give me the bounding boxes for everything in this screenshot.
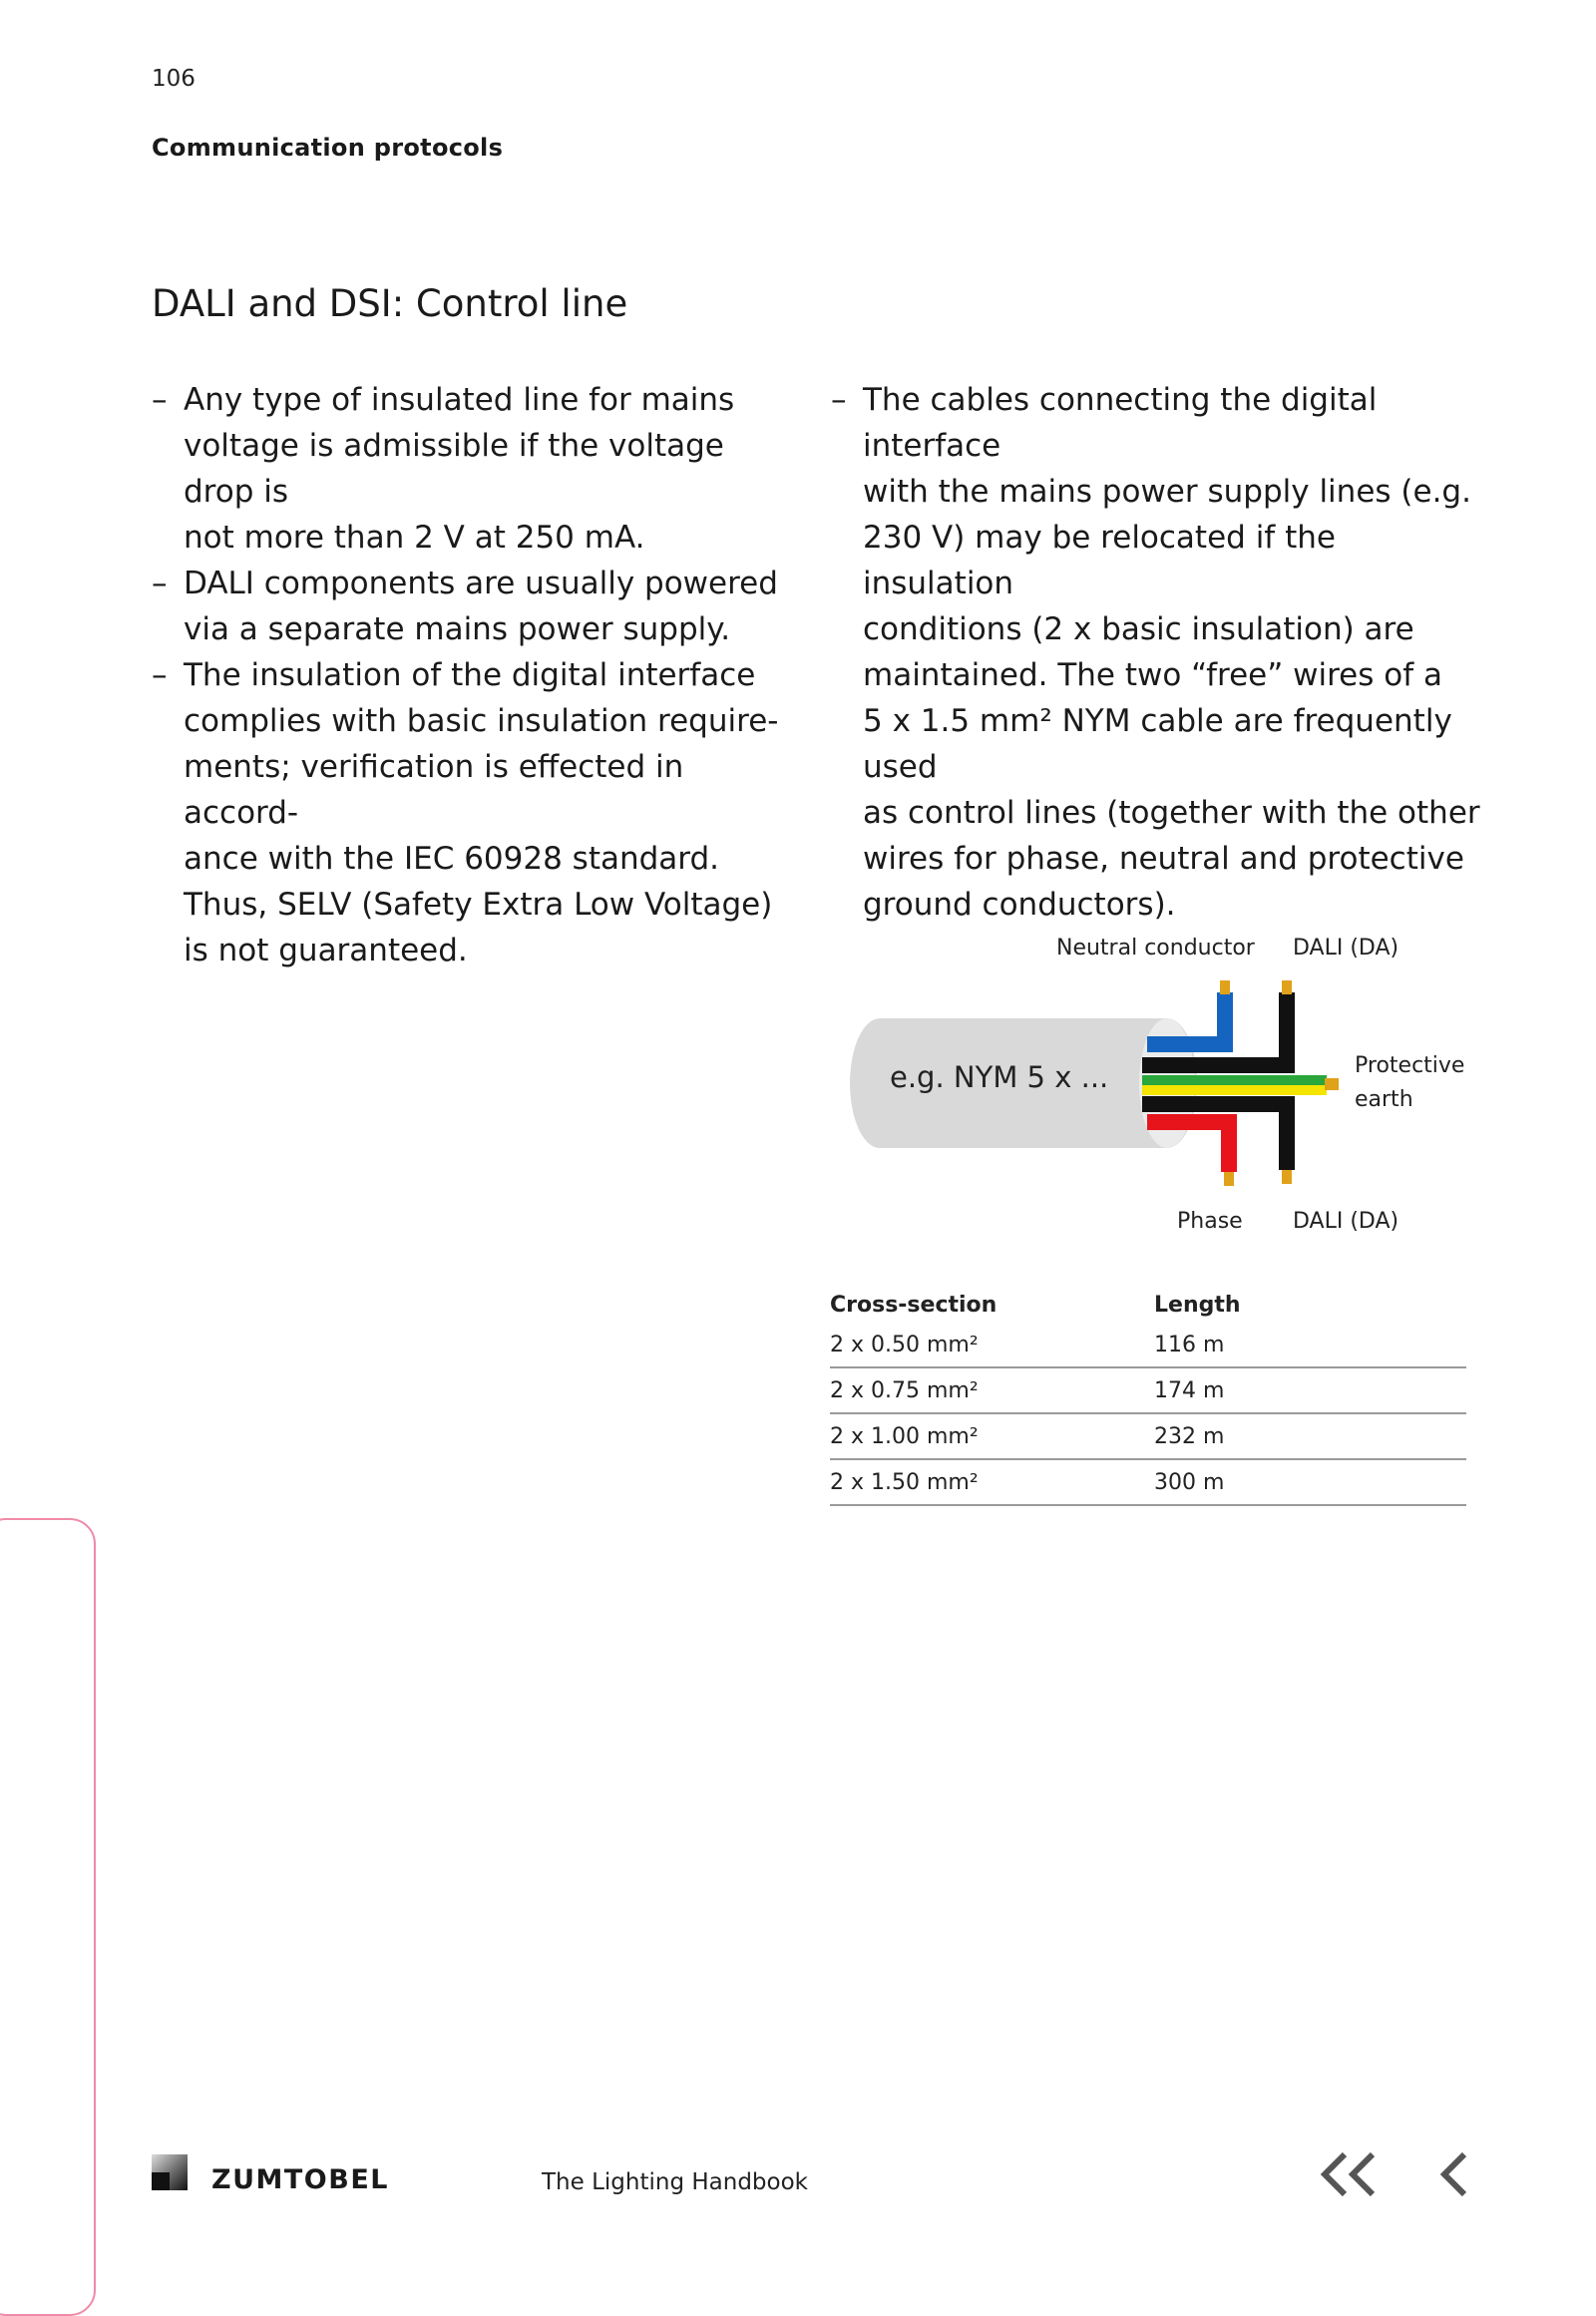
table-row (830, 1367, 1466, 1413)
cell-cross-section: 2 x 0.50 mm² (830, 1323, 1154, 1367)
page-title: DALI and DSI: Control line (152, 282, 628, 325)
bullet-list-right (831, 377, 1489, 928)
table-header-row (830, 1287, 1466, 1323)
brand-name: ZUMTOBEL (211, 2164, 389, 2195)
protective-earth-label-2: earth (1355, 1087, 1413, 1112)
wire-earth-yellow (1142, 1085, 1327, 1095)
phase-label: Phase (1177, 1209, 1243, 1234)
table-row (830, 1413, 1466, 1459)
bullet-list-left (152, 377, 790, 973)
page-number: 106 (152, 66, 196, 92)
chapter-margin-tab (0, 1518, 96, 2316)
wire-earth-tip (1325, 1078, 1339, 1090)
protective-earth-label-1: Protective (1355, 1053, 1465, 1078)
bullet-item: – DALI components are usually powered via a separate mains power supply. (152, 561, 790, 652)
cell-cross-section: 2 x 0.75 mm² (830, 1367, 1154, 1413)
double-chevron-left-icon (1315, 2144, 1381, 2204)
wire-phase-tip (1224, 1172, 1234, 1186)
zumtobel-logo-icon (152, 2154, 188, 2190)
column-header-cross-section: Cross-section (830, 1292, 998, 1318)
cell-cross-section: 2 x 1.00 mm² (830, 1413, 1154, 1459)
wire-dali-top-tip (1282, 980, 1292, 994)
table-row (830, 1323, 1466, 1367)
neutral-conductor-label: Neutral conductor (1056, 936, 1255, 961)
nav-previous-page-button[interactable] (1436, 2144, 1472, 2204)
table-row (830, 1459, 1466, 1505)
column-header-length: Length (1154, 1292, 1241, 1318)
dali-top-label: DALI (DA) (1293, 936, 1399, 961)
cell-length: 174 m (1154, 1367, 1466, 1413)
dali-bottom-label: DALI (DA) (1293, 1209, 1399, 1234)
wire-earth-green (1142, 1075, 1327, 1085)
book-title: The Lighting Handbook (542, 2169, 808, 2195)
cable-length-table (830, 1287, 1466, 1506)
chevron-left-icon (1436, 2144, 1472, 2204)
bullet-item: – Any type of insulated line for mains voltage is admissible if the voltage drop is not more than 2 V at 250 mA. (152, 377, 790, 561)
wire-neutral-tip (1220, 980, 1230, 994)
cell-length: 232 m (1154, 1413, 1466, 1459)
wire-dali-bottom-tip (1282, 1170, 1292, 1184)
cable-diagram (818, 923, 1516, 1252)
bullet-item: – The insulation of the digital interface complies with basic insulation require- ments; verification is effected in accord- ance with the IEC 60928 standard. Thus, SELV (Safety Extra Low Voltage) is not guaranteed. (152, 652, 790, 973)
cable-type-label: e.g. NYM 5 x ... (890, 1060, 1109, 1094)
nav-first-page-button[interactable] (1315, 2144, 1381, 2204)
cell-length: 300 m (1154, 1459, 1466, 1505)
section-label: Communication protocols (152, 134, 504, 162)
bullet-item: – The cables connecting the digital interface with the mains power supply lines (e.g. 230 V) may be relocated if the insulation conditions (2 x basic insulation) are maintained. The two “free” wires of a 5 x 1.5 mm² NYM cable are frequently used as control lines (together with the other wires for phase, neutral and protective ground conductors). (831, 377, 1489, 928)
cell-cross-section: 2 x 1.50 mm² (830, 1459, 1154, 1505)
cell-length: 116 m (1154, 1323, 1466, 1367)
